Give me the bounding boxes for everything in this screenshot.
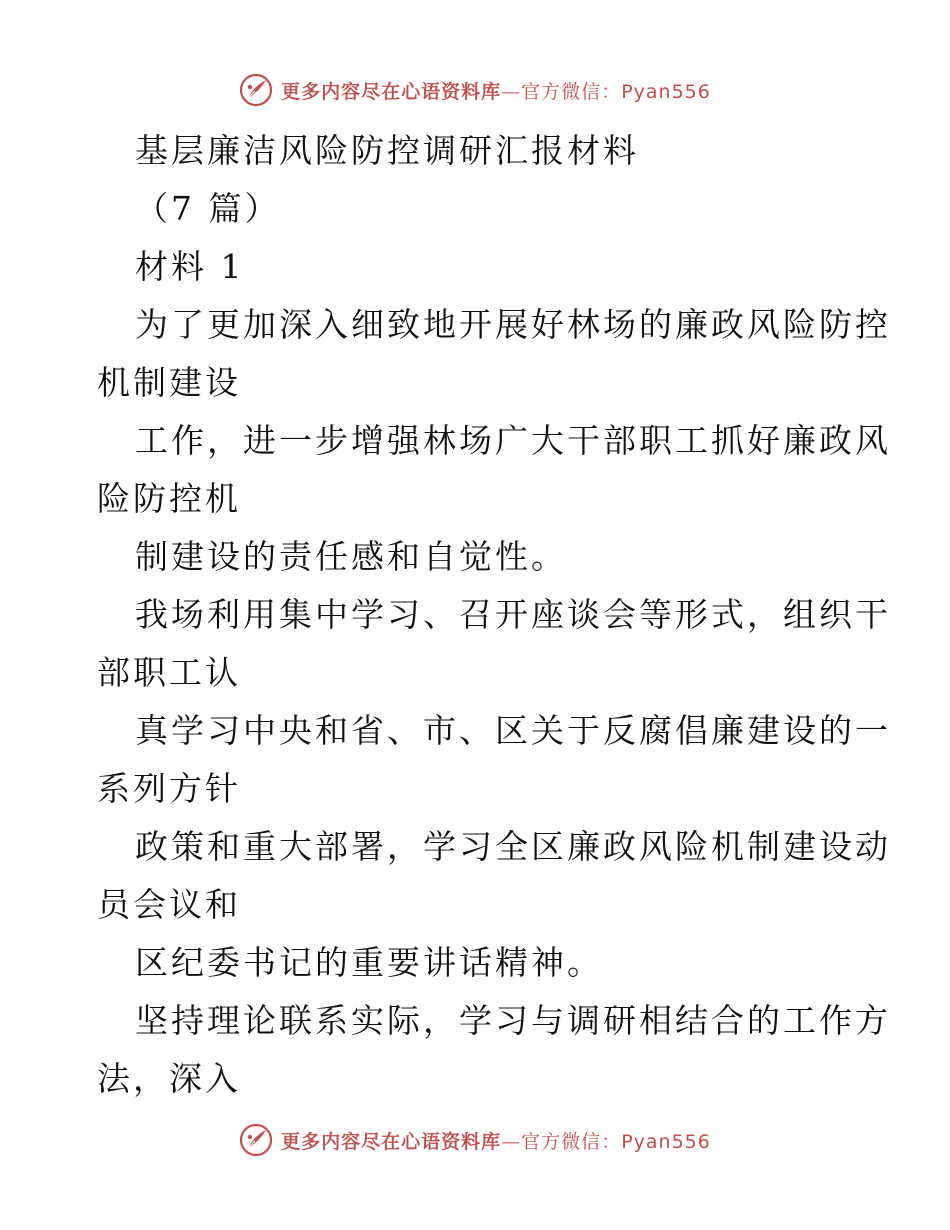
- footer-watermark: [0, 1120, 950, 1160]
- document-body: [97, 122, 891, 1108]
- paragraph-line: 法，深入: [97, 1059, 241, 1098]
- watermark-wechat-label: 官方微信：: [521, 80, 622, 103]
- paragraph-line: 制建设的责任感和自觉性。: [135, 537, 567, 576]
- paragraph-line: 系列方针: [97, 769, 241, 808]
- feather-pen-logo-icon: [239, 1123, 273, 1157]
- paragraph-line: 工作，进一步增强林场广大干部职工抓好廉政风: [135, 421, 891, 460]
- paragraph-line: 机制建设: [97, 363, 241, 402]
- paragraph-line: 政策和重大部署，学习全区廉政风险机制建设动: [135, 827, 891, 866]
- paragraph-line: 险防控机: [97, 479, 241, 518]
- header-watermark: [0, 70, 950, 110]
- watermark-brand: 更多内容尽在心语资料库: [281, 80, 502, 103]
- paragraph-line: 我场利用集中学习、召开座谈会等形式，组织干: [135, 595, 891, 634]
- watermark-brand: 更多内容尽在心语资料库: [281, 1130, 502, 1153]
- watermark-separator: —: [501, 80, 522, 103]
- paragraph-line: 员会议和: [97, 885, 241, 924]
- watermark-text: [281, 1127, 711, 1154]
- document-subtitle: （7 篇）: [135, 189, 281, 228]
- document-title: 基层廉洁风险防控调研汇报材料: [135, 131, 639, 170]
- paragraph-line: 区纪委书记的重要讲话精神。: [135, 943, 603, 982]
- watermark-wechat-id: Pyan556: [621, 80, 711, 103]
- watermark-text: [281, 77, 711, 104]
- feather-pen-logo-icon: [239, 73, 273, 107]
- watermark-separator: —: [501, 1130, 522, 1153]
- watermark-wechat-label: 官方微信：: [521, 1130, 622, 1153]
- watermark-wechat-id: Pyan556: [621, 1130, 711, 1153]
- paragraph-line: 坚持理论联系实际，学习与调研相结合的工作方: [135, 1001, 891, 1040]
- paragraph-line: 部职工认: [97, 653, 241, 692]
- section-heading: 材料 1: [135, 247, 245, 286]
- paragraph-line: 为了更加深入细致地开展好林场的廉政风险防控: [135, 305, 891, 344]
- paragraph-line: 真学习中央和省、市、区关于反腐倡廉建设的一: [135, 711, 891, 750]
